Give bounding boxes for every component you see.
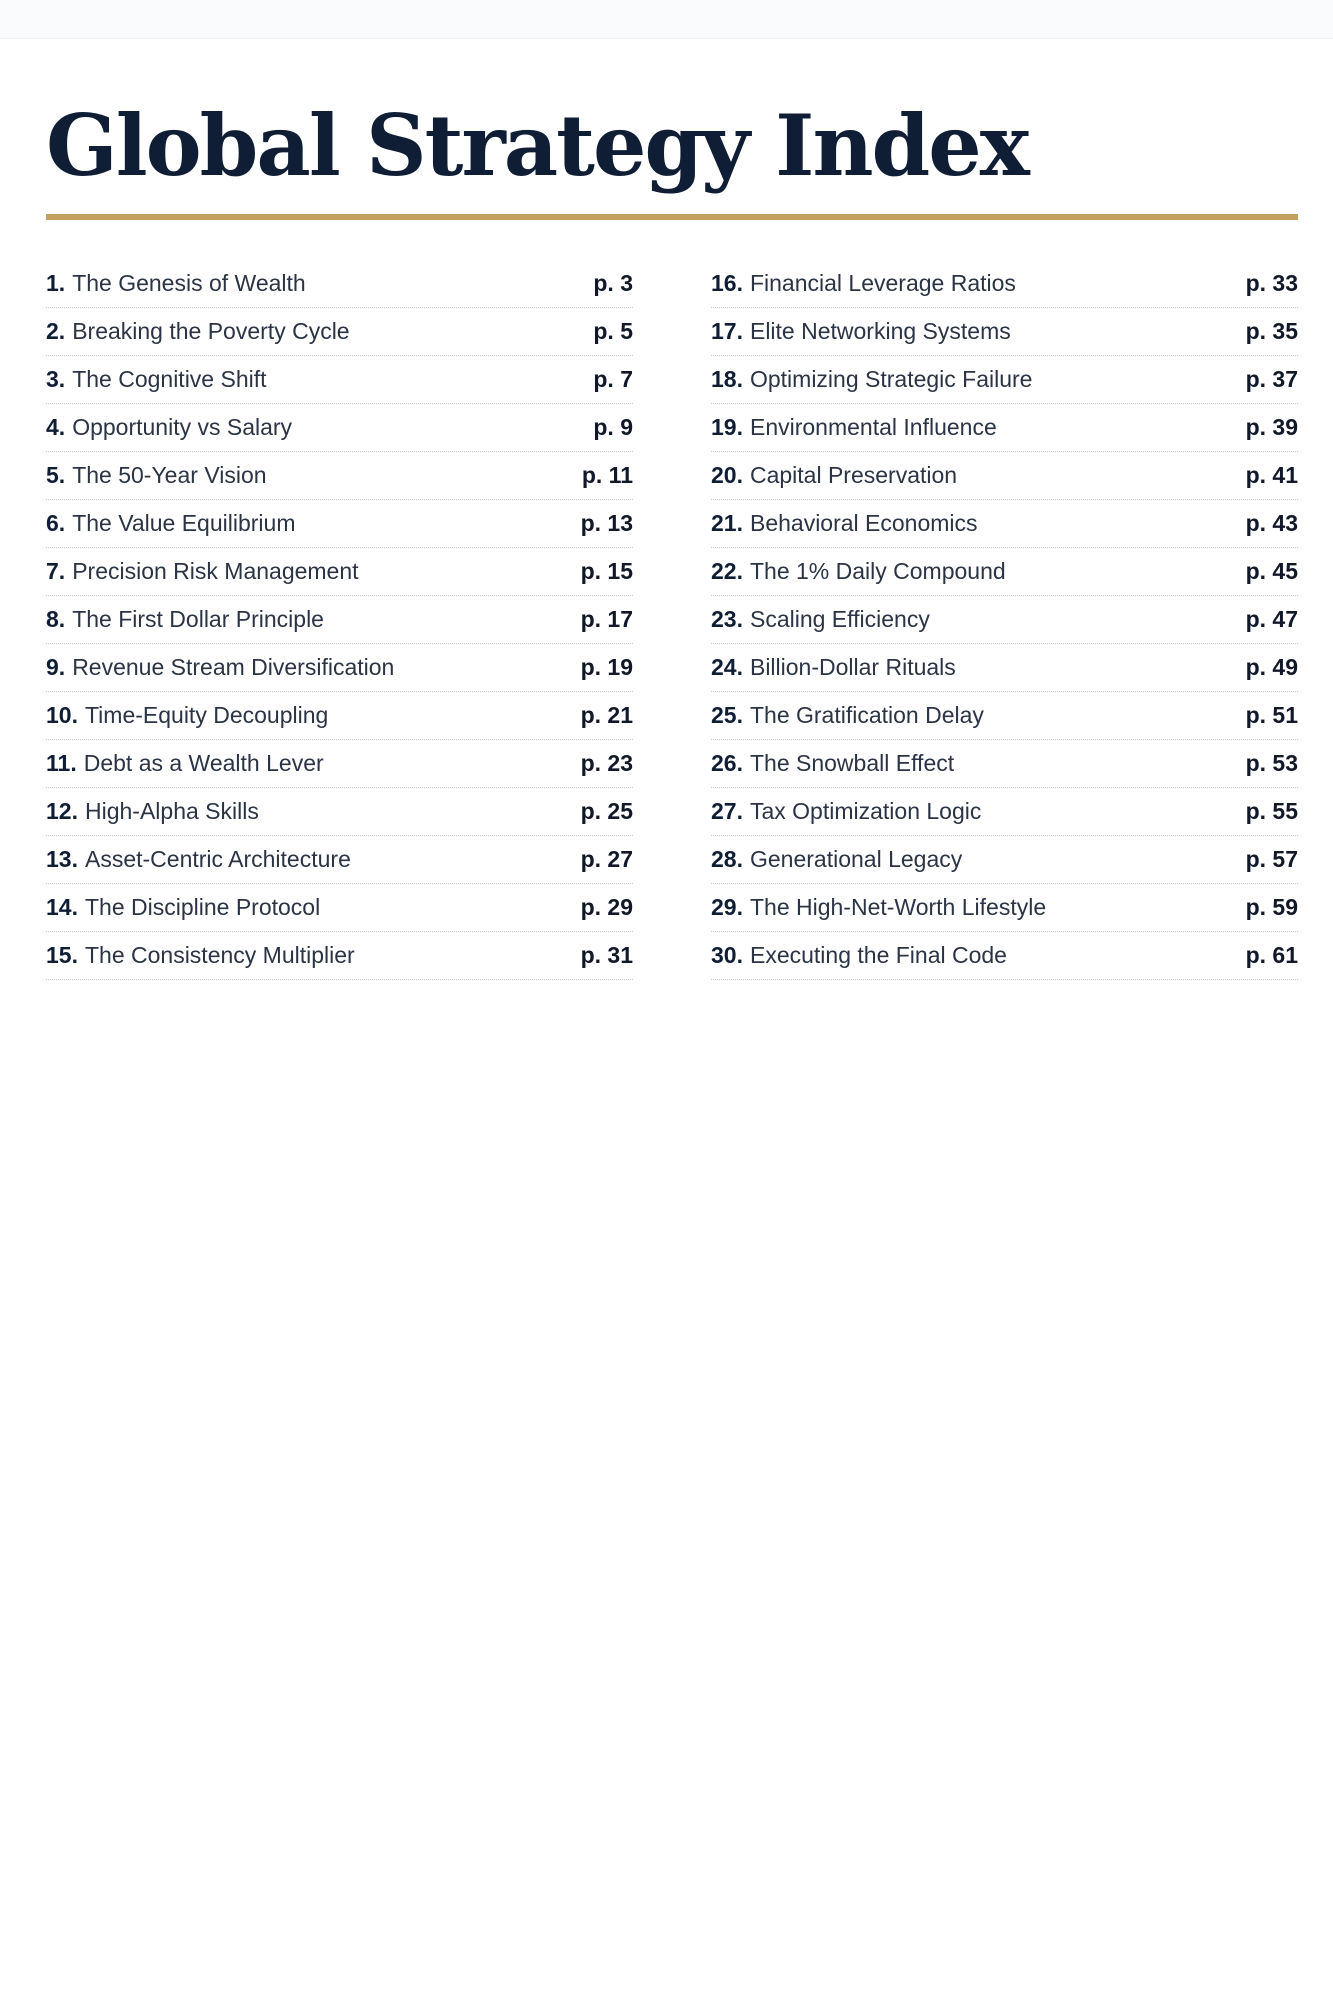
- index-entry-title: Revenue Stream Diversification: [72, 654, 395, 680]
- index-entry-label: [46, 414, 292, 441]
- index-entry-page: p. 27: [580, 846, 633, 872]
- index-entry-number: 11.: [46, 750, 77, 776]
- index-entry-title: Scaling Efficiency: [749, 606, 930, 632]
- index-entry-number: 8.: [46, 606, 66, 632]
- index-entry-page: p. 31: [580, 942, 633, 968]
- index-entry-title: Billion-Dollar Rituals: [749, 654, 956, 680]
- title-divider: [46, 214, 1298, 220]
- index-entry-page: p. 51: [1245, 702, 1298, 728]
- index-entry-page: p. 61: [1245, 942, 1298, 968]
- index-entry-title: The Snowball Effect: [749, 750, 955, 776]
- index-entry-title: Opportunity vs Salary: [72, 414, 293, 440]
- index-entry-title: Tax Optimization Logic: [749, 798, 982, 824]
- index-entry[interactable]: [711, 836, 1298, 884]
- index-entry-page: p. 11: [581, 462, 633, 488]
- index-entry[interactable]: [711, 740, 1298, 788]
- index-entry[interactable]: [711, 596, 1298, 644]
- index-entry-number: 13.: [46, 846, 78, 872]
- index-entry-label: [46, 558, 359, 585]
- index-entry-label: [46, 366, 267, 393]
- index-entry[interactable]: [46, 788, 633, 836]
- index-page: [46, 96, 1298, 980]
- index-column-right: [711, 260, 1298, 980]
- index-entry-label: [46, 318, 350, 345]
- index-entry-label: [46, 942, 355, 969]
- index-entry-label: [711, 510, 978, 537]
- index-entry-page: p. 15: [580, 558, 633, 584]
- index-entry-title: Debt as a Wealth Lever: [83, 750, 324, 776]
- index-entry[interactable]: [711, 500, 1298, 548]
- index-entry-label: [46, 702, 328, 729]
- index-entry-title: Financial Leverage Ratios: [749, 270, 1016, 296]
- index-entry-page: p. 47: [1245, 606, 1298, 632]
- index-entry-label: [711, 606, 930, 633]
- index-entry[interactable]: [46, 548, 633, 596]
- index-entry-title: Environmental Influence: [749, 414, 997, 440]
- index-entry-page: p. 19: [580, 654, 633, 680]
- index-entry-page: p. 13: [580, 510, 633, 536]
- index-entry[interactable]: [46, 740, 633, 788]
- index-entry-page: p. 41: [1245, 462, 1298, 488]
- index-column-left: [46, 260, 633, 980]
- index-entry-title: The Genesis of Wealth: [72, 270, 306, 296]
- index-entry-title: Precision Risk Management: [72, 558, 359, 584]
- index-entry[interactable]: [711, 356, 1298, 404]
- index-entry-page: p. 59: [1245, 894, 1298, 920]
- index-entry-label: [711, 270, 1016, 297]
- index-entry-title: Executing the Final Code: [749, 942, 1007, 968]
- index-entry-title: Elite Networking Systems: [749, 318, 1011, 344]
- index-entry-page: p. 7: [593, 366, 633, 392]
- index-entry[interactable]: [46, 836, 633, 884]
- index-entry-number: 5.: [46, 462, 66, 488]
- index-entry-page: p. 5: [593, 318, 633, 344]
- index-entry[interactable]: [711, 308, 1298, 356]
- index-entry-title: The 50-Year Vision: [72, 462, 267, 488]
- index-entry-number: 18.: [711, 366, 743, 392]
- index-entry[interactable]: [46, 692, 633, 740]
- index-entry-number: 17.: [711, 318, 743, 344]
- index-entry-label: [46, 510, 295, 537]
- index-entry[interactable]: [711, 692, 1298, 740]
- index-entry-title: Optimizing Strategic Failure: [749, 366, 1033, 392]
- index-entry[interactable]: [711, 788, 1298, 836]
- index-entry[interactable]: [711, 452, 1298, 500]
- index-entry-page: p. 33: [1245, 270, 1298, 296]
- index-entry-label: [711, 846, 962, 873]
- index-entry[interactable]: [46, 356, 633, 404]
- page-title: Global Strategy Index: [46, 96, 1028, 195]
- index-entry-title: The First Dollar Principle: [72, 606, 324, 632]
- index-entry-number: 28.: [711, 846, 743, 872]
- index-entry-number: 24.: [711, 654, 743, 680]
- index-entry[interactable]: [711, 548, 1298, 596]
- index-entry-number: 10.: [46, 702, 78, 728]
- index-entry-page: p. 23: [580, 750, 633, 776]
- index-entry-title: Capital Preservation: [749, 462, 958, 488]
- index-entry-number: 6.: [46, 510, 66, 536]
- index-entry-title: Asset-Centric Architecture: [84, 846, 351, 872]
- index-entry-page: p. 45: [1245, 558, 1298, 584]
- index-entry-page: p. 55: [1245, 798, 1298, 824]
- index-entry-label: [711, 558, 1006, 585]
- index-entry-page: p. 9: [593, 414, 633, 440]
- index-entry-title: The Consistency Multiplier: [84, 942, 355, 968]
- index-entry-page: p. 35: [1245, 318, 1298, 344]
- index-entry-title: Generational Legacy: [749, 846, 963, 872]
- index-entry[interactable]: [711, 932, 1298, 980]
- index-entry-page: p. 37: [1245, 366, 1298, 392]
- index-entry[interactable]: [711, 260, 1298, 308]
- index-entry-title: High-Alpha Skills: [84, 798, 259, 824]
- index-entry-title: The Discipline Protocol: [84, 894, 321, 920]
- index-entry-number: 7.: [46, 558, 66, 584]
- index-entry-page: p. 49: [1245, 654, 1298, 680]
- index-entry-number: 29.: [711, 894, 743, 920]
- index-entry-number: 14.: [46, 894, 78, 920]
- index-entry[interactable]: [46, 308, 633, 356]
- index-entry-page: p. 53: [1245, 750, 1298, 776]
- index-entry-title: The High-Net-Worth Lifestyle: [749, 894, 1047, 920]
- index-entry-label: [711, 462, 957, 489]
- index-entry-label: [46, 606, 324, 633]
- index-entry[interactable]: [711, 884, 1298, 932]
- index-entry-page: p. 17: [580, 606, 633, 632]
- index-entry-label: [46, 798, 259, 825]
- index-entry-number: 23.: [711, 606, 743, 632]
- index-entry[interactable]: [46, 596, 633, 644]
- index-entry-label: [46, 894, 320, 921]
- index-entry-page: p. 43: [1245, 510, 1298, 536]
- index-entry-label: [711, 894, 1046, 921]
- index-entry-title: The Cognitive Shift: [72, 366, 267, 392]
- index-entry-number: 2.: [46, 318, 66, 344]
- index-entry-number: 21.: [711, 510, 743, 536]
- index-entry[interactable]: [46, 260, 633, 308]
- index-entry-title: Behavioral Economics: [749, 510, 978, 536]
- index-entry-page: p. 25: [580, 798, 633, 824]
- index-entry-title: The 1% Daily Compound: [749, 558, 1006, 584]
- index-entry-number: 19.: [711, 414, 743, 440]
- index-entry-number: 3.: [46, 366, 66, 392]
- index-entry-number: 26.: [711, 750, 743, 776]
- index-entry-page: p. 21: [580, 702, 633, 728]
- index-entry-number: 1.: [46, 270, 66, 296]
- index-entry-page: p. 3: [593, 270, 633, 296]
- index-entry[interactable]: [46, 452, 633, 500]
- top-bar: [0, 0, 1333, 39]
- index-entry-title: The Value Equilibrium: [72, 510, 296, 536]
- index-entry-title: Time-Equity Decoupling: [84, 702, 329, 728]
- index-entry[interactable]: [46, 884, 633, 932]
- index-entry-label: [711, 654, 956, 681]
- index-entry[interactable]: [46, 932, 633, 980]
- index-entry-label: [711, 366, 1032, 393]
- index-entry-number: 15.: [46, 942, 78, 968]
- index-entry-label: [46, 654, 394, 681]
- index-entry[interactable]: [46, 644, 633, 692]
- index-entry[interactable]: [711, 644, 1298, 692]
- index-columns: [46, 260, 1298, 980]
- index-entry-number: 20.: [711, 462, 743, 488]
- index-entry-label: [711, 942, 1007, 969]
- index-entry-label: [711, 750, 954, 777]
- index-entry-page: p. 39: [1245, 414, 1298, 440]
- index-entry[interactable]: [46, 500, 633, 548]
- index-entry-number: 27.: [711, 798, 743, 824]
- index-entry-label: [46, 462, 267, 489]
- index-entry-number: 30.: [711, 942, 743, 968]
- index-entry-number: 4.: [46, 414, 66, 440]
- index-entry-label: [46, 750, 324, 777]
- index-entry[interactable]: [711, 404, 1298, 452]
- index-entry-label: [711, 798, 981, 825]
- index-entry-page: p. 29: [580, 894, 633, 920]
- index-entry-title: The Gratification Delay: [749, 702, 984, 728]
- index-entry-number: 22.: [711, 558, 743, 584]
- index-entry-label: [711, 414, 997, 441]
- index-entry-number: 12.: [46, 798, 78, 824]
- index-entry-number: 25.: [711, 702, 743, 728]
- index-entry-number: 9.: [46, 654, 66, 680]
- index-entry-label: [711, 318, 1011, 345]
- index-entry[interactable]: [46, 404, 633, 452]
- index-entry-number: 16.: [711, 270, 743, 296]
- index-entry-label: [46, 846, 351, 873]
- index-entry-label: [46, 270, 306, 297]
- index-entry-page: p. 57: [1245, 846, 1298, 872]
- index-entry-label: [711, 702, 984, 729]
- index-entry-title: Breaking the Poverty Cycle: [72, 318, 350, 344]
